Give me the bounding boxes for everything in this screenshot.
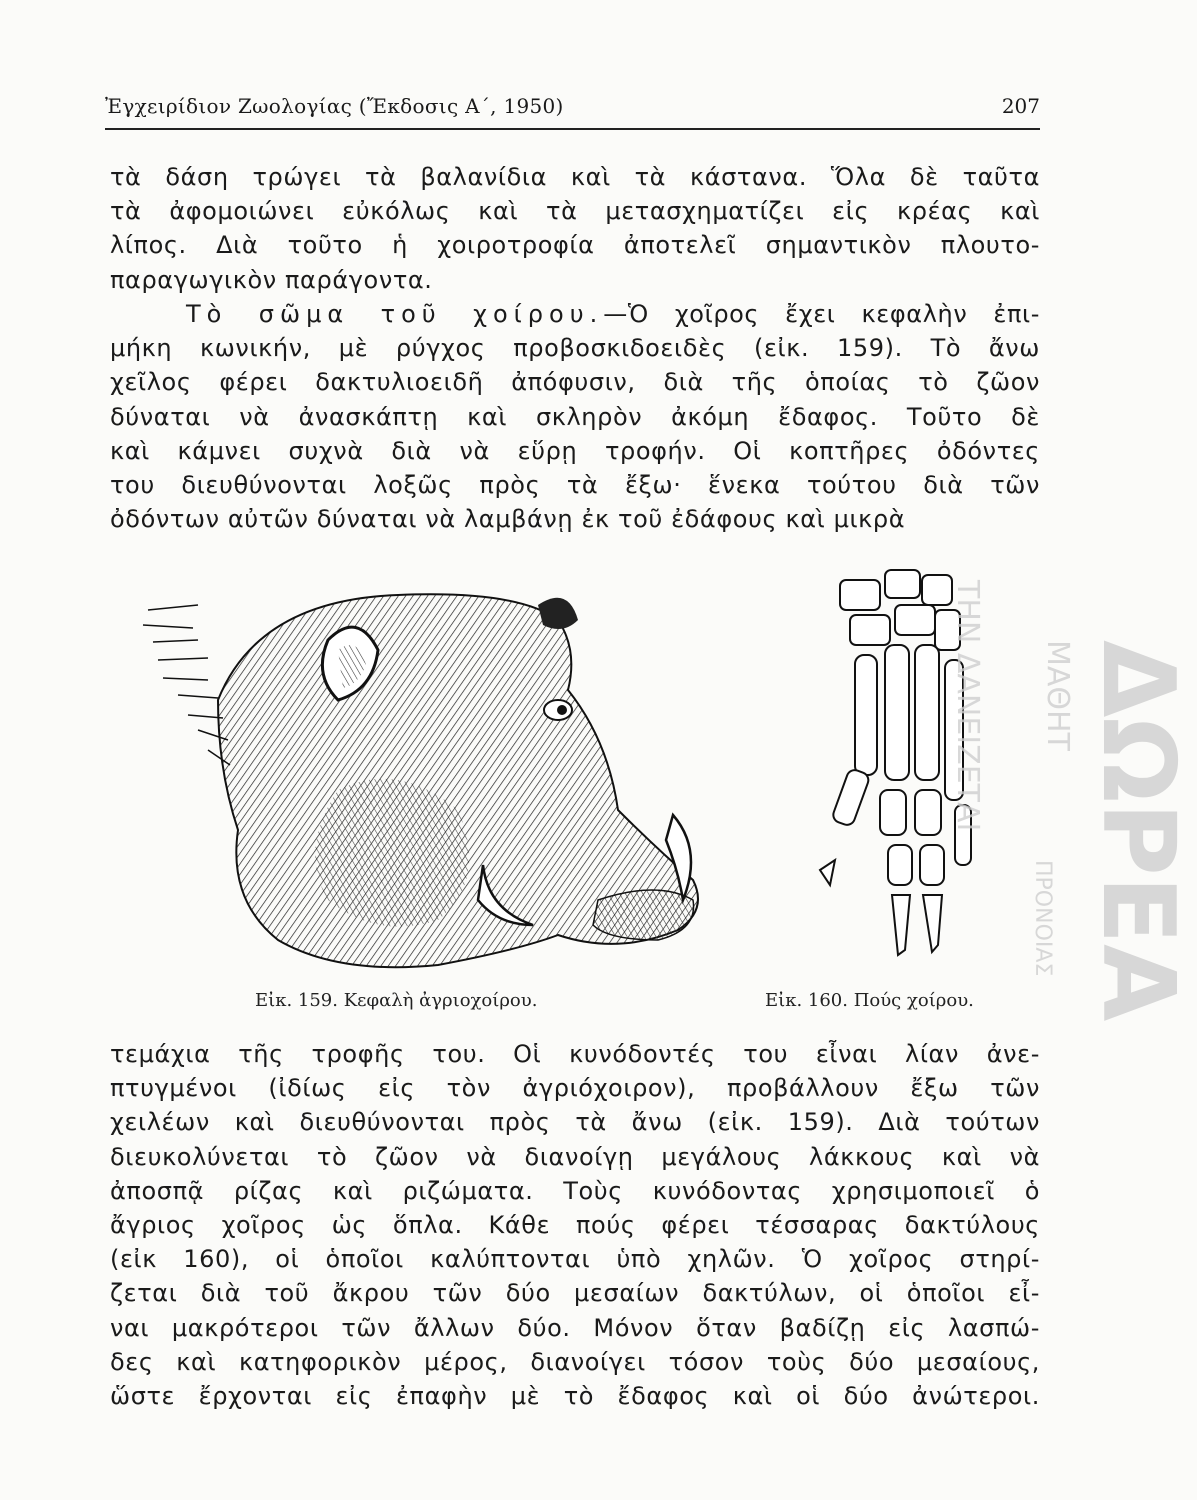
text-line: δύναται νὰ ἀνασκάπτῃ καὶ σκληρὸν ἀκόμη ἔδαφος. Τοῦτο δὲ (110, 402, 1040, 431)
text-line: τεμάχια τῆς τροφῆς του. Οἱ κυνόδοντές του εἶναι λίαν ἀνε- (110, 1040, 1040, 1068)
text-line: διευκολύνεται τὸ ζῶον νὰ διανοίγῃ μεγάλους λάκκους καὶ νὰ (110, 1142, 1040, 1171)
text-line: τὰ ἀφομοιώνει εὐκόλως καὶ τὰ μετασχηματίζει εἰς κρέας καὶ (110, 197, 1040, 226)
paragraph-2 (110, 297, 1040, 536)
page-number: 207 (1001, 94, 1040, 118)
text-line: καὶ κάμνει συχνὰ διὰ νὰ εὕρῃ τροφήν. Οἱ κοπτῆρες ὀδόντες (110, 436, 1040, 465)
text-line: ναι μακρότεροι τῶν ἄλλων δύο. Μόνον ὅταν βαδίζῃ εἰς λασπώ- (110, 1313, 1040, 1342)
text-line: χεῖλος φέρει δακτυλιοειδῆ ἀπόφυσιν, διὰ τῆς ὁποίας τὸ ζῶον (110, 368, 1040, 397)
stamp-line: ΠΡΟΝΟΙΑΣ (1030, 860, 1055, 977)
text-line: τὰ δάση τρώγει τὰ βαλανίδια καὶ τὰ κάστανα. Ὅλα δὲ ταῦτα (110, 163, 1040, 191)
text-line: παραγωγικὸν παράγοντα. (110, 265, 433, 294)
stamp-line: ΜΑΘΗΤ (1040, 640, 1075, 751)
library-stamp-watermark (930, 580, 1197, 1100)
stamp-line: ΤΗΝ ΔΑΝΕΙΖΕΤΑΙ (950, 580, 985, 832)
text-line: του διευθύνονται λοξῶς πρὸς τὰ ἔξω· ἕνεκα τούτου διὰ τῶν (110, 471, 1040, 500)
text-line: πτυγμένοι (ἰδίως εἰς τὸν ἀγριόχοιρον), προβάλλουν ἔξω τῶν (110, 1074, 1040, 1103)
text-line: μήκη κωνικήν, μὲ ρύγχος προβοσκιδοειδὲς (εἰκ. 159). Τὸ ἄνω (110, 334, 1040, 363)
running-header (105, 92, 1040, 130)
text-fragment: —Ὁ χοῖρος ἔχει κεφαλὴν ἐπι- (603, 300, 1041, 328)
text-line: λίπος. Διὰ τοῦτο ἡ χοιροτροφία ἀποτελεῖ σημαντικὸν πλουτο- (110, 231, 1040, 260)
figure-159-caption: Εἰκ. 159. Κεφαλὴ ἀγριοχοίρου. (255, 990, 538, 1011)
book-title: Ἐγχειρίδιον Ζωολογίας (Ἔκδοσις Α΄, 1950) (105, 94, 564, 118)
text-line: ὀδόντων αὐτῶν δύναται νὰ λαμβάνῃ ἐκ τοῦ ἐδάφους καὶ μικρὰ (110, 505, 906, 534)
text-line: ζεται διὰ τοῦ ἄκρου τῶν δύο μεσαίων δακτύλων, οἱ ὁποῖοι εἶ- (110, 1279, 1040, 1308)
text-line: ὥστε ἔρχονται εἰς ἐπαφὴν μὲ τὸ ἔδαφος καὶ οἱ δύο ἀνώτεροι. (110, 1382, 1040, 1411)
paragraph-1 (110, 160, 1040, 297)
section-heading: Τὸ σῶμα τοῦ χοίρου. (186, 300, 604, 328)
boar-head-illustration (138, 580, 738, 980)
text-line (110, 297, 1040, 331)
text-line: ἀποσπᾷ ρίζας καὶ ριζώματα. Τοὺς κυνόδοντας χρησιμοποιεῖ ὁ (110, 1176, 1040, 1205)
text-line: (εἰκ 160), οἱ ὁποῖοι καλύπτονται ὑπὸ χηλῶν. Ὁ χοῖρος στηρί- (110, 1245, 1040, 1274)
paragraph-3 (110, 1037, 1040, 1413)
text-line: δες καὶ κατηφορικὸν μέρος, διανοίγει τόσον τοὺς δύο μεσαίους, (110, 1347, 1040, 1376)
stamp-large-text: ΔΩΡΕΑ (1080, 640, 1197, 1022)
text-line: χειλέων καὶ διευθύνονται πρὸς τὰ ἄνω (εἰκ. 159). Διὰ τούτων (110, 1108, 1040, 1137)
figure-160-caption: Εἰκ. 160. Πούς χοίρου. (765, 990, 974, 1011)
text-line: ἄγριος χοῖρος ὡς ὅπλα. Κάθε πούς φέρει τέσσαρας δακτύλους (110, 1211, 1040, 1240)
